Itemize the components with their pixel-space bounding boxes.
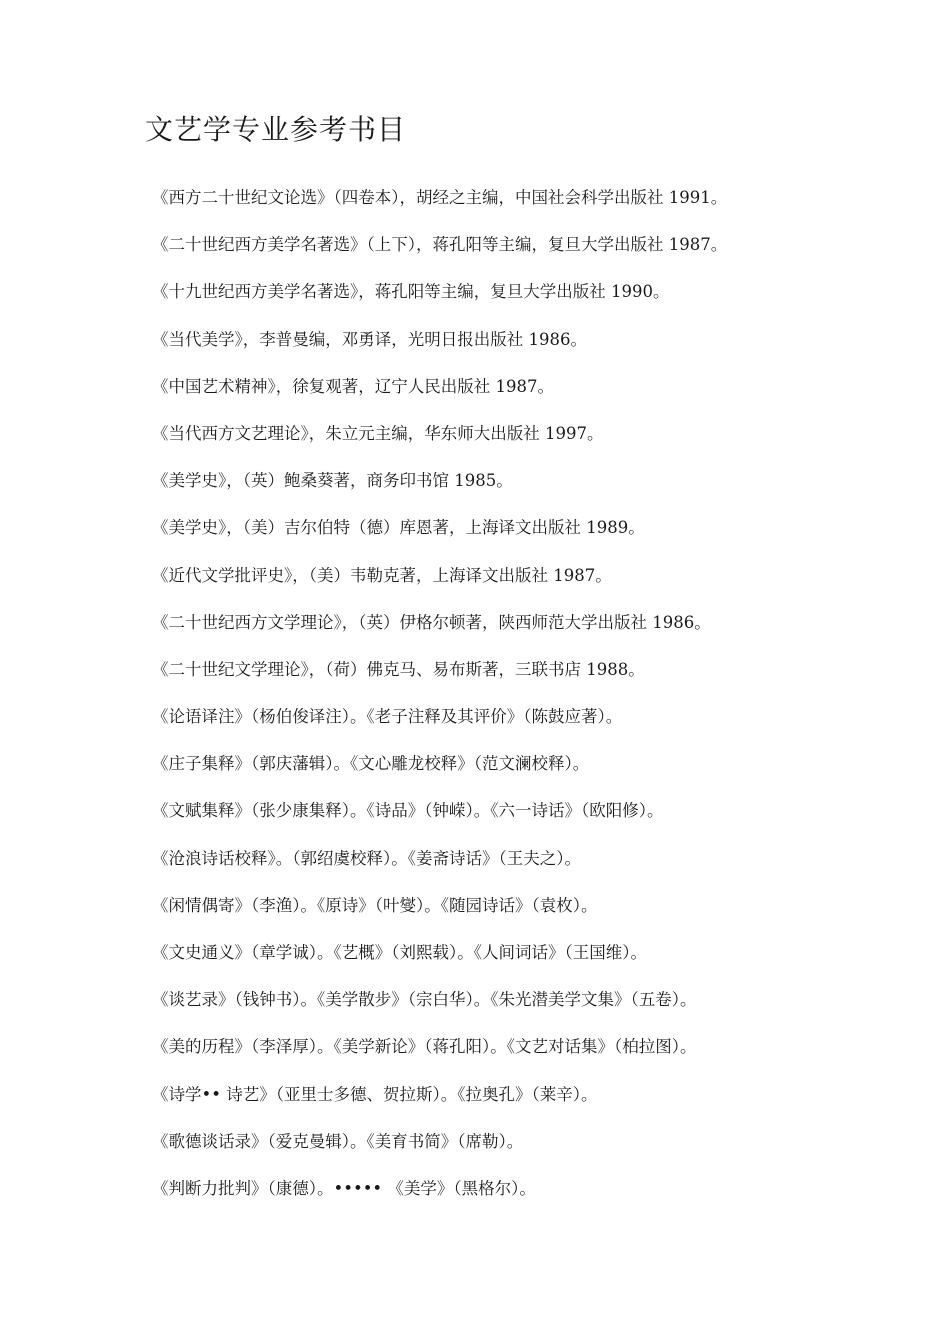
list-item: 《二十世纪西方文学理论》，（英）伊格尔顿著，陕西师范大学出版社 1986。 — [152, 612, 711, 632]
list-item: 《文史通义》（章学诚）。《艺概》（刘熙载）。《人间词话》（王国维）。 — [152, 943, 647, 962]
list-item: 《文赋集释》（张少康集释）。《诗品》（钟嵘）。《六一诗话》（欧阳修）。 — [152, 801, 664, 821]
list-item: 《当代美学》，李普曼编，邓勇译，光明日报出版社 1986。 — [152, 329, 587, 349]
list-item: 《十九世纪西方美学名著选》，蒋孔阳等主编，复旦大学出版社 1990。 — [152, 282, 670, 302]
list-item: 《论语译注》（杨伯俊译注）。《老子注释及其评价》（陈鼓应著）。 — [152, 707, 623, 727]
list-item: 《沧浪诗话校释》。（郭绍虞校释）。《姜斋诗话》（王夫之）。 — [152, 848, 581, 868]
list-item: 《歌德谈话录》（爱克曼辑）。《美育书简》（席勒）。 — [152, 1131, 524, 1151]
list-item: 《美学史》，（美）吉尔伯特（德）库恩著，上海译文出版社 1989。 — [152, 518, 645, 538]
list-item: 《庄子集释》（郭庆藩辑）。《文心雕龙校释》（范文澜校释）。 — [152, 754, 590, 774]
list-item: 《西方二十世纪文论选》（四卷本），胡经之主编，中国社会科学出版社 1991。 — [152, 188, 728, 207]
list-item: 《当代西方文艺理论》，朱立元主编，华东师大出版社 1997。 — [152, 423, 604, 443]
list-item: 《二十世纪西方美学名著选》（上下），蒋孔阳等主编，复旦大学出版社 1987。 — [152, 235, 728, 255]
list-item: 《谈艺录》（钱钟书）。《美学散步》（宗白华）。《朱光潜美学文集》（五卷）。 — [152, 990, 697, 1010]
list-item: 《二十世纪文学理论》，（荷）佛克马、易布斯著，三联书店 1988。 — [152, 659, 645, 679]
page-title: 文艺学专业参考书目 — [145, 113, 407, 146]
list-item: 《判断力批判》（康德）。••••• 《美学》（黑格尔）。 — [152, 1178, 536, 1198]
list-item: 《诗学•• 诗艺》（亚里士多德、贺拉斯）。《拉奥孔》（莱辛）。 — [152, 1084, 598, 1104]
list-item: 《中国艺术精神》，徐复观著，辽宁人民出版社 1987。 — [152, 376, 554, 396]
list-item: 《闲情偶寄》（李渔）。《原诗》（叶燮）。《随园诗话》（袁枚）。 — [152, 895, 598, 915]
list-item: 《近代文学批评史》，（美）韦勒克著，上海译文出版社 1987。 — [152, 565, 612, 585]
list-item: 《美学史》，（英）鲍桑葵著，商务印书馆 1985。 — [152, 471, 513, 491]
list-item: 《美的历程》（李泽厚）。《美学新论》（蒋孔阳）。《文艺对话集》（柏拉图）。 — [152, 1037, 697, 1057]
reference-list — [152, 182, 922, 1220]
